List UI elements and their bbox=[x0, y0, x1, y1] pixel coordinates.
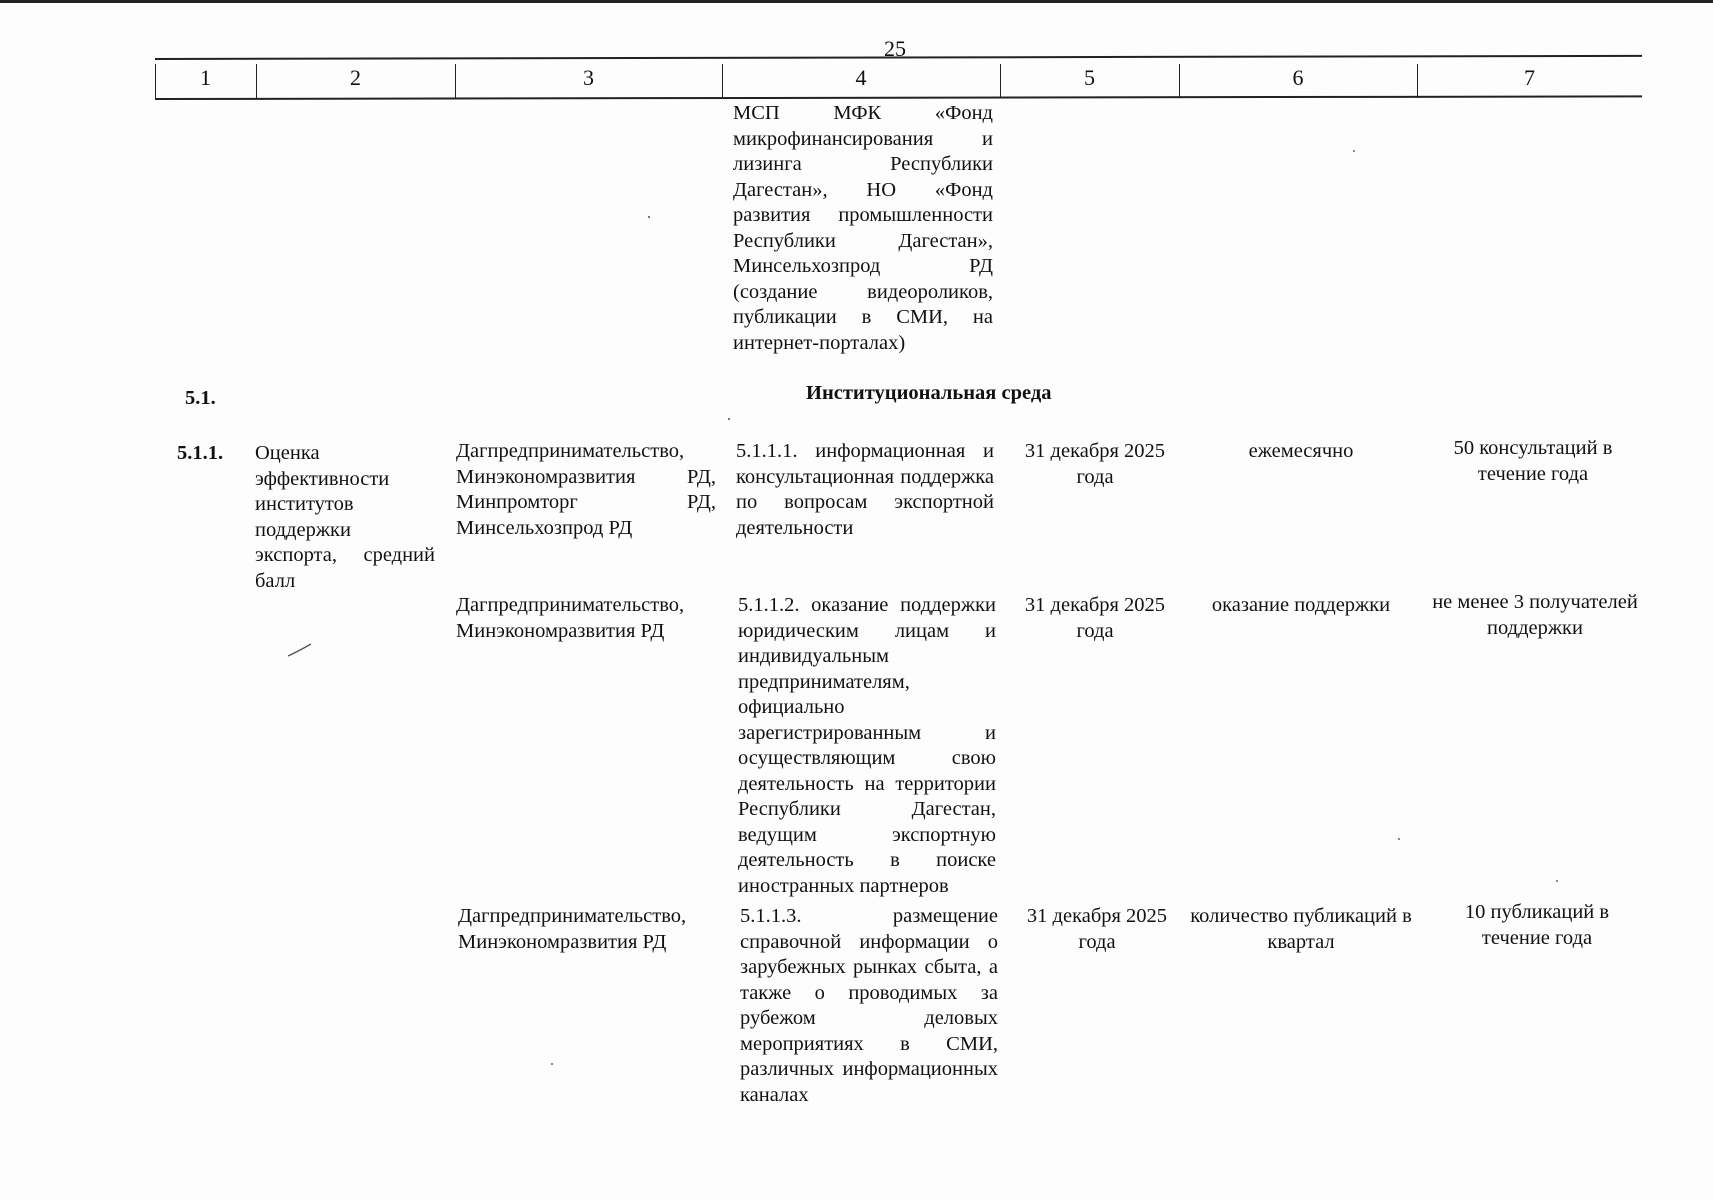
page-number: 25 bbox=[884, 36, 906, 61]
row-3-executors: Дагпредпринимательство, Минэкономразвития РД bbox=[458, 905, 687, 953]
scan-speck bbox=[648, 216, 650, 218]
scan-edge bbox=[0, 0, 1713, 3]
header-bottom-rule bbox=[155, 95, 1642, 100]
subsection-number: 5.1.1. bbox=[177, 442, 224, 464]
scan-speck bbox=[728, 418, 730, 420]
scan-speck bbox=[1353, 150, 1355, 152]
pen-stroke-mark bbox=[285, 640, 315, 660]
column-header-7: 7 bbox=[1524, 65, 1535, 90]
row-2-deadline: 31 декабря 2025 года bbox=[1024, 594, 1166, 642]
subsection-indicator: Оценка эффективности институтов поддержки экспорта, средний балл bbox=[255, 442, 435, 592]
row-3-result: 10 публикаций в течение года bbox=[1464, 901, 1610, 949]
column-header-2: 2 bbox=[350, 65, 361, 90]
column-header-5: 5 bbox=[1084, 65, 1095, 90]
row-2-result: не менее 3 получателей поддержки bbox=[1432, 591, 1638, 639]
row-3-measure: 5.1.1.3. размещение справочной информации о зарубежных рынках сбыта, а также о проводимых за рубежом деловых мероприятиях в СМИ, различных информационных каналах bbox=[740, 905, 998, 1106]
scan-speck bbox=[551, 1063, 553, 1065]
section-title: Институциональная среда bbox=[806, 382, 1052, 404]
scan-speck bbox=[1556, 880, 1558, 882]
row-2-executors: Дагпредпринимательство, Минэкономразвития РД bbox=[456, 594, 685, 642]
row-3-indicator: количество публикаций в квартал bbox=[1190, 905, 1412, 953]
header-top-rule bbox=[155, 55, 1642, 60]
row-2-indicator: оказание поддержки bbox=[1211, 594, 1391, 616]
column-header-row bbox=[155, 58, 1642, 98]
section-number: 5.1. bbox=[185, 387, 216, 409]
column-header-1: 1 bbox=[200, 65, 211, 90]
row-1-indicator: ежемесячно bbox=[1248, 440, 1354, 462]
row-2-measure: 5.1.1.2. оказание поддержки юридическим лицам и индивидуальным предпринимателям, официально зарегистрированным и осуществляющим свою деятельность на территории Республики Дагестан, ведущим экспортную деятельность в поиске иностранных партнеров bbox=[738, 594, 996, 897]
column-header-4: 4 bbox=[855, 65, 867, 90]
row-1-executors: Дагпредпринимательство, Минэкономразвития РД, Минпромторг РД, Минсельхозпрод РД bbox=[456, 440, 716, 539]
scan-speck bbox=[1398, 838, 1400, 840]
row-1-result: 50 консультаций в течение года bbox=[1453, 437, 1613, 485]
continuation-measure-text: МСП МФК «Фонд микрофинансирования и лизинга Республики Дагестан», НО «Фонд развития промышленности Республики Дагестан», Минсельхозпрод РД (создание видеороликов, публикации в СМИ, на интернет-порталах) bbox=[733, 102, 993, 354]
column-header-6: 6 bbox=[1292, 65, 1304, 90]
column-header-3: 3 bbox=[583, 65, 594, 90]
row-1-deadline: 31 декабря 2025 года bbox=[1024, 440, 1166, 488]
row-1-measure: 5.1.1.1. информационная и консультационная поддержка по вопросам экспортной деятельности bbox=[736, 440, 994, 539]
row-3-deadline: 31 декабря 2025 года bbox=[1026, 905, 1168, 953]
